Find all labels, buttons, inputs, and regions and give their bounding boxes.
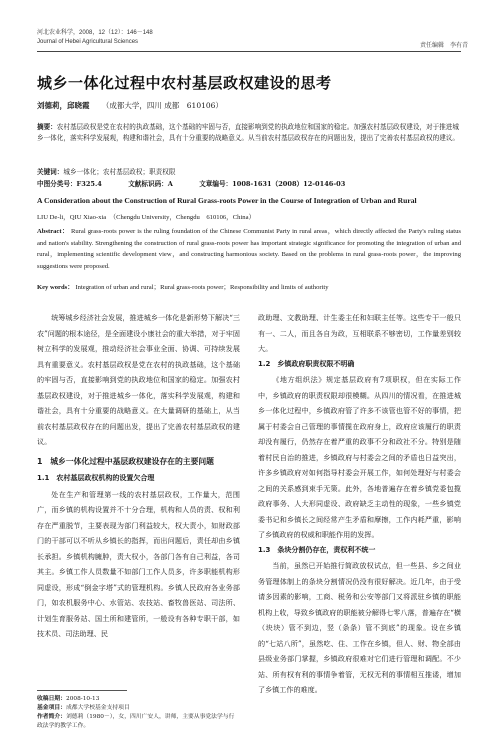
received-label: 收稿日期：	[37, 696, 66, 702]
abstract-english	[37, 226, 461, 272]
english-keywords-text: Integration of urban and rural；Rural grass-roots power；Responsibility and limits of authority	[75, 284, 329, 291]
keywords-english	[37, 282, 461, 293]
keywords-label: 关键词：	[37, 168, 64, 176]
author-bio-label: 作者简介：	[37, 714, 66, 720]
abstract-label: 摘要：	[37, 123, 57, 131]
english-abstract-label: Abstract：	[37, 228, 69, 235]
paragraph-1-1: 处在生产和管理第一线的农村基层政权，工作量大，范围广，而乡镇的机构设置并不十分合理，机构和人员的责、权和利存在严重脱节，主要表现为部门利益较大，权大责小，如财政部门的干部可以不听从乡镇长的指挥，而出问题后，责任却由乡镇长承担。乡镇机构臃肿，责大权小，各部门各有自己利益，各司其主。乡镇工作人员数量不如部门工作人员多，许多职能机构形同虚设，形成“倒金字塔”式的管理机构。乡镇人民政府各业务部门，如农机服务中心、水管站、农技站、畜牧兽医站、司法所、计划生育服务站、国土所和建管所，一般设有各种专职干部，如技术员、司法助理、民	[37, 489, 240, 638]
abstract-text: 农村基层政权是党在农村的执政基础，这个基础的牢固与否，直接影响到党的执政地位和国家的稳定。加强农村基层政权建设，对于推进城乡一体化，落实科学发展观，构建和谐社会，具有十分重要的战略意义。从当前农村基层政权存在的问题出发，提出了完善农村基层政权的建议。	[37, 123, 459, 142]
classification-line	[37, 179, 461, 190]
english-abstract-text: Rural grass-roots power is the ruling foundation of the Chinese Communist Party in rural areas，which directly affected the Party's ruling status and nation's stability. Strengthening the construction of rural grass-roots power has important strategic significance for promoting the integration of urban and rural，implementing scientific development view，and constructing harmonious society. Based on the problems in rural grass-roots power，the improving suggestions were proposed.	[37, 228, 461, 270]
subsection-heading-1-1: 1.1 农村基层政权机构的设置欠合理	[37, 474, 155, 482]
intro-paragraph: 统筹城乡经济社会发展，推进城乡一体化是新形势下解决“三农”问题的根本途径，是全面建设小康社会的重大举措，对于牢固树立科学的发展观，推动经济社会事业全面、协调、可持续发展具有重要意义。农村基层政权是党在农村的执政基础，这个基础的牢固与否，直接影响到党的执政地位和国家的稳定。加强农村基层政权建设，对于推进城乡一体化，落实科学发展观，构建和谐社会，具有十分重要的战略意义。在大量调研的基础上，从当前农村基层政权存在的问题出发，提出了完善农村基层政权的建议。	[37, 313, 240, 446]
article-number: 文章编号：1008-1631（2008）12-0146-03	[199, 180, 346, 188]
abstract-chinese	[37, 122, 461, 144]
document-code: 文献标识码：A	[128, 180, 173, 188]
journal-name-english: Journal of Hebei Agricultural Sciences	[37, 39, 139, 45]
received-value: 2008-10-13	[66, 696, 100, 702]
keywords-text: 城乡一体化；农村基层政权；职责权限	[63, 168, 176, 176]
body-column-left	[37, 310, 240, 642]
fund-info	[37, 704, 240, 713]
clc-number: 中图分类号：F325.4	[37, 180, 102, 188]
paper-title: 城乡一体化过程中农村基层政权建设的思考	[37, 74, 332, 92]
body-column-right	[258, 310, 461, 698]
paragraph-1-1-cont: 政助理、文教助理、计生委主任和妇联主任等。这些专干一般只有一、二人，而且各自为政，互相联系不够密切，工作量差别较大。	[258, 313, 461, 353]
english-title: A Consideration about the Construction of Rural Grass-roots Power in the Course of Integration of Urban and Rural	[37, 196, 417, 205]
subsection-heading-1-3: 1.3 条块分割仍存在，责权利不统一	[258, 545, 376, 554]
author-affiliation: （成都大学，四川 成都 610106）	[101, 101, 223, 110]
author-line	[37, 100, 223, 111]
fund-label: 基金项目：	[37, 705, 66, 711]
header-rule	[37, 51, 461, 52]
footnote-rule	[37, 690, 127, 691]
author-bio	[37, 713, 240, 731]
footnote	[37, 695, 240, 731]
english-authors: LIU De-li，QIU Xiao-xia （Chengdu University，Chengdu 610106，China）	[37, 214, 256, 221]
paragraph-1-3: 当前，虽然已开始推行简政放权试点，但一些县、乡之间业务管理体制上的条块分割情况仍没有很好解决。近几年，由于受请多因素的影响，工商、税务和公安等部门又将派驻乡镇的职能机构上收，导致乡镇政府的职能被分解得七零八落，普遍存在“横（块块）管不到边，竖（条条）管不到底”的现象。设在乡镇的“七站八所”，虽然吃、住、工作在乡镇，但人、财、物全部由县级业务部门掌握，乡镇政府很难对它们进行管理和调配。不少站、所有权有利的事情争着管，无权无利的事情相互推诿，增加了乡镇工作的难度。	[258, 561, 461, 694]
section-heading-1: 1 城乡一体化过程中基层政权建设存在的主要问题	[37, 456, 214, 466]
received-date	[37, 695, 240, 704]
subsection-heading-1-2: 1.2 乡镇政府职责权限不明确	[258, 359, 355, 368]
responsible-editor: 责任编辑 李有青	[420, 43, 469, 49]
keywords-chinese	[37, 167, 461, 178]
english-keywords-label: Key words：	[37, 284, 74, 291]
fund-value: 成都大学校基金支持项目	[66, 705, 130, 711]
author-bio-value: 刘德莉（1980－），女，四川广安人，讲师，主要从事党法学与行政法学的教学工作。	[37, 714, 235, 729]
journal-citation: 河北农业科学，2008，12（12）：146－148	[37, 30, 153, 36]
paragraph-1-2: 《地方组织法》规定基层政府有7项职权，但在实际工作中，乡镇政府的职责权限却很模糊。从四川的情况看，在推进城乡一体化过程中，乡镇政府管了许多不该管也管不好的事情，把属于村委会自己管理的事情揽在政府身上，政府应该履行的职责却没有履行，仍然存在着严重的政事不分和政社不分。特别是随着村民自治的推进，乡镇政府与村委会之间的矛盾也日益突出，许多乡镇政府对如何指导村委会开展工作，如何处理好与村委会之间的关系感到束手无策。此外，各地普遍存在着乡镇党委包揽政府事务、人大形同虚设、政府缺乏主动性的现象，一些乡镇党委书记和乡镇长之间经常产生矛盾和摩擦，工作内耗严重，影响了乡镇政府的权威和职能作用的发挥。	[258, 375, 461, 539]
author-names: 刘德莉，邱晓霞	[37, 101, 90, 110]
